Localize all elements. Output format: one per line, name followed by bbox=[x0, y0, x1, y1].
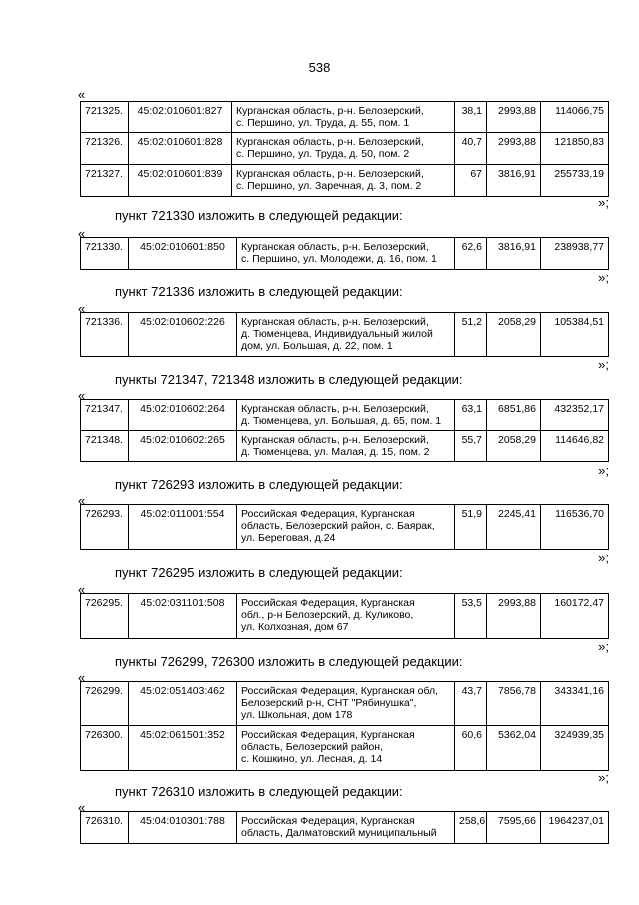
open-quote: « bbox=[78, 87, 86, 102]
unit-price: 2993,88 bbox=[487, 133, 541, 165]
open-quote: « bbox=[78, 226, 86, 241]
table-row bbox=[81, 812, 609, 844]
close-quote: »; bbox=[598, 195, 609, 210]
address: Российская Федерация, Курганская область, Белозерский район, с. Кошкино, ул. Лесная, д. 14 bbox=[237, 726, 455, 771]
unit-price: 7595,66 bbox=[487, 812, 541, 844]
area: 43,7 bbox=[455, 682, 487, 726]
total-value: 160172,47 bbox=[541, 594, 609, 639]
table-row bbox=[81, 313, 609, 357]
address: Российская Федерация, Курганская обл., р-н Белозерский, д. Куликово, ул. Колхозная, дом 67 bbox=[237, 594, 455, 639]
unit-price: 5362,04 bbox=[487, 726, 541, 771]
table-row bbox=[81, 133, 609, 165]
section-title: пункты 721347, 721348 изложить в следующей редакции: bbox=[115, 372, 463, 387]
unit-price: 6851,86 bbox=[487, 400, 541, 431]
item-number: 721325. bbox=[81, 102, 129, 133]
item-number: 726299. bbox=[81, 682, 129, 726]
total-value: 116536,70 bbox=[541, 505, 609, 550]
area: 63,1 bbox=[455, 400, 487, 431]
area: 62,6 bbox=[455, 238, 487, 270]
unit-price: 2058,29 bbox=[487, 313, 541, 357]
section-title: пункт 721336 изложить в следующей редакции: bbox=[115, 284, 403, 299]
address: Российская Федерация, Курганская обл, Белозерский р-н, СНТ "Рябинушка", ул. Школьная, дом 178 bbox=[237, 682, 455, 726]
open-quote: « bbox=[78, 388, 86, 403]
cadastral-number: 45:02:061501:352 bbox=[129, 726, 237, 771]
address: Российская Федерация, Курганская область, Белозерский район, с. Баярак, ул. Береговая, д.24 bbox=[237, 505, 455, 550]
cadastral-number: 45:02:010601:827 bbox=[129, 102, 232, 133]
item-number: 721347. bbox=[81, 400, 129, 431]
close-quote: »; bbox=[598, 463, 609, 478]
cadastral-number: 45:02:010601:828 bbox=[129, 133, 232, 165]
open-quote: « bbox=[78, 301, 86, 316]
table-row bbox=[81, 431, 609, 462]
item-number: 721326. bbox=[81, 133, 129, 165]
total-value: 1964237,01 bbox=[541, 812, 609, 844]
page-number: 538 bbox=[308, 60, 331, 75]
total-value: 343341,16 bbox=[541, 682, 609, 726]
open-quote: « bbox=[78, 800, 86, 815]
cadastral-number: 45:02:010602:264 bbox=[129, 400, 237, 431]
area: 53,5 bbox=[455, 594, 487, 639]
address: Курганская область, р-н. Белозерский, с. Першино, ул. Труда, д. 50, пом. 2 bbox=[232, 133, 455, 165]
address: Курганская область, р-н. Белозерский, д. Тюменцева, ул. Малая, д. 15, пом. 2 bbox=[237, 431, 455, 462]
open-quote: « bbox=[78, 670, 86, 685]
section-title: пункт 726295 изложить в следующей редакции: bbox=[115, 565, 403, 580]
item-number: 721348. bbox=[81, 431, 129, 462]
table-row bbox=[81, 726, 609, 771]
address: Курганская область, р-н. Белозерский, с. Першино, ул. Заречная, д. 3, пом. 2 bbox=[232, 165, 455, 197]
item-number: 726295. bbox=[81, 594, 129, 639]
property-table bbox=[80, 593, 609, 639]
unit-price: 7856,78 bbox=[487, 682, 541, 726]
area: 258,6 bbox=[455, 812, 487, 844]
area: 60,6 bbox=[455, 726, 487, 771]
table-row bbox=[81, 165, 609, 197]
cadastral-number: 45:02:011001:554 bbox=[129, 505, 237, 550]
property-table bbox=[80, 504, 609, 550]
item-number: 721330. bbox=[81, 238, 129, 270]
table-row bbox=[81, 682, 609, 726]
area: 51,9 bbox=[455, 505, 487, 550]
address: Курганская область, р-н. Белозерский, д. Тюменцева, ул. Большая, д. 65, пом. 1 bbox=[237, 400, 455, 431]
unit-price: 3816,91 bbox=[487, 238, 541, 270]
area: 38,1 bbox=[455, 102, 487, 133]
address: Курганская область, р-н. Белозерский, д. Тюменцева, Индивидуальный жилой дом, ул. Большая, д. 22, пом. 1 bbox=[237, 313, 455, 357]
section-title: пункт 721330 изложить в следующей редакции: bbox=[115, 208, 403, 223]
total-value: 105384,51 bbox=[541, 313, 609, 357]
total-value: 324939,35 bbox=[541, 726, 609, 771]
cadastral-number: 45:02:010602:226 bbox=[129, 313, 237, 357]
property-table bbox=[80, 101, 609, 197]
cadastral-number: 45:02:010601:839 bbox=[129, 165, 232, 197]
cadastral-number: 45:02:051403:462 bbox=[129, 682, 237, 726]
total-value: 114066,75 bbox=[541, 102, 609, 133]
section-title: пункт 726293 изложить в следующей редакции: bbox=[115, 477, 403, 492]
section-title: пункт 726310 изложить в следующей редакции: bbox=[115, 784, 403, 799]
total-value: 432352,17 bbox=[541, 400, 609, 431]
table-row bbox=[81, 238, 609, 270]
item-number: 726310. bbox=[81, 812, 129, 844]
table-row bbox=[81, 505, 609, 550]
close-quote: »; bbox=[598, 639, 609, 654]
property-table bbox=[80, 399, 609, 462]
unit-price: 3816,91 bbox=[487, 165, 541, 197]
unit-price: 2993,88 bbox=[487, 594, 541, 639]
property-table bbox=[80, 681, 609, 771]
address: Российская Федерация, Курганская область, Далматовский муниципальный bbox=[237, 812, 455, 844]
table-row bbox=[81, 594, 609, 639]
item-number: 726300. bbox=[81, 726, 129, 771]
total-value: 255733,19 bbox=[541, 165, 609, 197]
item-number: 721327. bbox=[81, 165, 129, 197]
item-number: 726293. bbox=[81, 505, 129, 550]
unit-price: 2245,41 bbox=[487, 505, 541, 550]
property-table bbox=[80, 237, 609, 270]
item-number: 721336. bbox=[81, 313, 129, 357]
unit-price: 2058,29 bbox=[487, 431, 541, 462]
total-value: 121850,83 bbox=[541, 133, 609, 165]
area: 67 bbox=[455, 165, 487, 197]
area: 55,7 bbox=[455, 431, 487, 462]
table-row bbox=[81, 400, 609, 431]
close-quote: »; bbox=[598, 770, 609, 785]
unit-price: 2993,88 bbox=[487, 102, 541, 133]
address: Курганская область, р-н. Белозерский, с. Першино, ул. Молодежи, д. 16, пом. 1 bbox=[237, 238, 455, 270]
total-value: 114646,82 bbox=[541, 431, 609, 462]
cadastral-number: 45:02:010601:850 bbox=[129, 238, 237, 270]
cadastral-number: 45:02:031101:508 bbox=[129, 594, 237, 639]
close-quote: »; bbox=[598, 270, 609, 285]
open-quote: « bbox=[78, 493, 86, 508]
close-quote: »; bbox=[598, 357, 609, 372]
open-quote: « bbox=[78, 582, 86, 597]
property-table bbox=[80, 312, 609, 357]
total-value: 238938,77 bbox=[541, 238, 609, 270]
area: 40,7 bbox=[455, 133, 487, 165]
cadastral-number: 45:04:010301:788 bbox=[129, 812, 237, 844]
section-title: пункты 726299, 726300 изложить в следующей редакции: bbox=[115, 654, 463, 669]
property-table bbox=[80, 811, 609, 844]
area: 51,2 bbox=[455, 313, 487, 357]
close-quote: »; bbox=[598, 550, 609, 565]
cadastral-number: 45:02:010602:265 bbox=[129, 431, 237, 462]
table-row bbox=[81, 102, 609, 133]
address: Курганская область, р-н. Белозерский, с. Першино, ул. Труда, д. 55, пом. 1 bbox=[232, 102, 455, 133]
